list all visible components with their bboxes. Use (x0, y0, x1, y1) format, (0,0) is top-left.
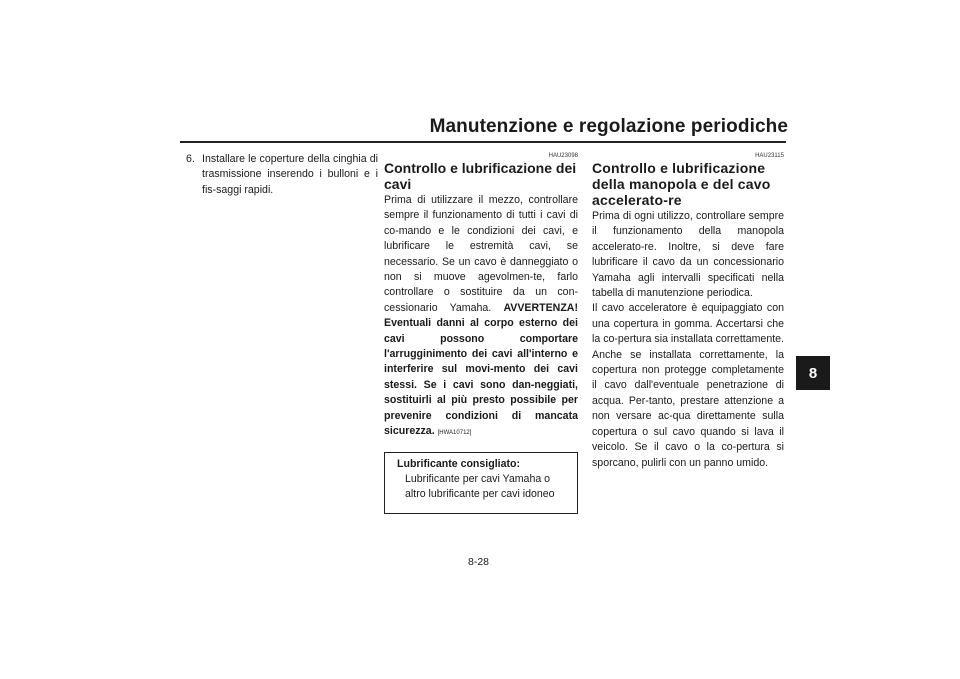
section-paragraph: Il cavo acceleratore è equipaggiato con una copertura in gomma. Accertarsi che la co-pertura sia installata correttamente. Anche se installata correttamente, la copertura non protegge completamente il cavo dall'eventuale penetrazione di acqua. Per-tanto, prestare attenzione a non versare ac-qua direttamente sulla copertura o sul cavo quando si lava il veicolo. Se il cavo o la co-pertura si sporcano, pulirli con un panno umido. (592, 302, 784, 469)
lubricant-box-title: Lubrificante consigliato: (397, 457, 521, 470)
section-code: HAU23115 (755, 153, 784, 159)
list-item (186, 152, 378, 198)
list-item-number: 6. (186, 153, 195, 165)
section-paragraph (384, 193, 578, 442)
chapter-tab: 8 (796, 356, 830, 390)
section-heading: Controllo e lubrificazione dei cavi (384, 160, 577, 192)
lubricant-box-text: Lubrificante per cavi Yamaha o altro lubrificante per cavi idoneo (405, 472, 555, 501)
lubricant-box (384, 452, 578, 514)
paragraph-text: Prima di utilizzare il mezzo, controllare sempre il funzionamento di tutti i cavi di co-mando e le condizioni dei cavi, e lubrificare le estremità cavi, se necessario. Se un cavo è danneggiato o non si muove agevolmen-te, farlo controllare o sostituire da un con-cessionario Yamaha. (384, 194, 578, 314)
header-rule (180, 141, 786, 143)
section-code: HAU23098 (548, 153, 578, 159)
warning-code: [HWA10712] (437, 430, 472, 437)
page-number: 8-28 (468, 556, 490, 568)
warning-text: AVVERTENZA! Eventuali danni al corpo esterno dei cavi possono comportare l'arrugginimento dei cavi all'interno e interferire sul movi-mento dei cavi stessi. Se i cavi sono dan-neggiati, sostituirli al più presto possibile per prevenire condizioni di mancata sicurezza. (384, 301, 578, 438)
section-heading: Controllo e lubrificazione della manopola e del cavo accelerato-re (592, 160, 771, 208)
column-left (186, 152, 378, 198)
section-paragraph: Prima di ogni utilizzo, controllare sempre il funzionamento della manopola accelerato-re. Inoltre, si deve fare lubrificare il cavo da un concessionario Yamaha agli intervalli specificati nella tabella di manutenzione periodica. (592, 210, 784, 300)
page-title: Manutenzione e regolazione periodiche (429, 116, 788, 137)
column-middle (384, 152, 578, 514)
column-right (592, 152, 784, 471)
list-item-text: Installare le coperture della cinghia di trasmissione inserendo i bulloni e i fis-saggi rapidi. (202, 153, 378, 196)
